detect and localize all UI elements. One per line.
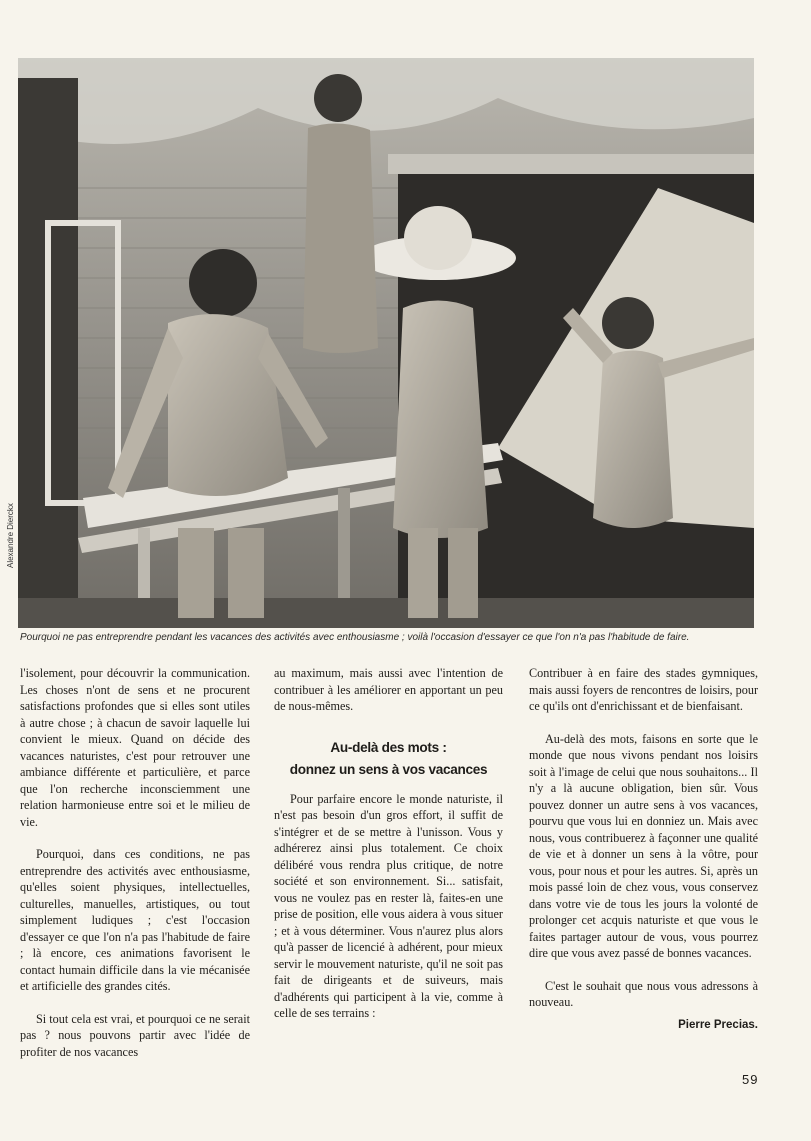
paragraph: au maximum, mais aussi avec l'intention de contribuer à les améliorer en apportant un peu de nous-mêmes.: [274, 666, 503, 713]
section-heading: [274, 737, 503, 781]
section-heading-line-2: donnez un sens à vos vacances: [289, 761, 488, 777]
photo-illustration: [18, 58, 754, 628]
section-heading-line-1: Au-delà des mots :: [330, 739, 447, 755]
photo-credit: Alexandre Dierckx: [6, 503, 15, 568]
article-photo: [18, 58, 754, 628]
author-signature: Pierre Precias.: [678, 1018, 758, 1031]
paragraph: C'est le souhait que nous vous adressons à nouveau.: [529, 978, 758, 1009]
paragraph: Contribuer à en faire des stades gymniques, mais aussi foyers de rencontres de loisirs, pour ce qu'ils ont d'enrichissant et de bienfaisant.: [529, 666, 758, 713]
paragraph: Pour parfaire encore le monde naturiste, il n'est pas besoin d'un gros effort, il suffit de s'intégrer et de se mettre à l'unisson. Vous y adhérerez ainsi plus totalement. Ce choix délibéré vous rendra plus critique, de notre société et son environnement. Si... satisfait, vous ne voulez pas en rester là, faites-en une prise de position, elle vous aidera à vous situer ; et à vous déterminer. Vous n'aurez plus alors qu'à passer de licencié à adhérent, pour mieux servir le mouvement naturiste, qu'il ne soit pas fait de dirigeants et de suiveurs, mais d'adhérents qui participent à la vie, comme à celle de ses terrains :: [274, 791, 503, 1020]
article-column-2: [274, 665, 503, 1038]
paragraph: Pourquoi, dans ces conditions, ne pas entreprendre des activités avec enthousiasme, qu'elles soient physiques, intellectuelles, culturelles, manuelles, artistiques, ou tout simplement ludiques ; c'est l'occasion d'essayer ce que l'on n'a pas l'habitude de faire ; là encore, ces animations favorisent le contact humain difficile dans la vie mécanisée et artificielle des grandes cités.: [20, 847, 250, 993]
paragraph: Au-delà des mots, faisons en sorte que le monde que nous vivons pendant nos loisirs soit à l'image de celui que nous souhaitons... Il n'y a là aucune obligation, bien sûr. Vous pouvez donner un autre sens à vos vacances, pourvu que vous lui en donniez un. Mais avec nous, vous contribuerez à façonner une qualité de vie et à donner un sens à la vôtre, pour vous, pour nous et pour les autres. Si, après un mois passé loin de chez vous, vous conservez dans votre vie de tous les jours la volonté de prolonger cet acquis naturiste et que vous le faites partager autour de vous, vous pourrez dire que vous avez passé de bonnes vacances.: [529, 731, 758, 960]
paragraph: l'isolement, pour découvrir la communication. Les choses n'ont de sens et ne procurent satisfactions profondes que si elles sont utiles à autre chose ; à chacun de savoir laquelle lui convient le mieux. Quand on décide des vacances naturistes, c'est pour retrouver une ambiance différente et particulière, et parce que l'on recherche inconsciemment une relation harmonieuse entre soi et le milieu de vie.: [20, 666, 250, 829]
article-column-3: [529, 665, 758, 1033]
article-column-1: [20, 665, 250, 1076]
page-number: 59: [742, 1072, 759, 1087]
photo-caption: Pourquoi ne pas entreprendre pendant les vacances des activités avec enthousiasme ; voilà l'occasion d'essayer ce que l'on n'a pas l'habitude de faire.: [20, 632, 690, 643]
paragraph: Si tout cela est vrai, et pourquoi ce ne serait pas ? nous pouvons partir avec l'idée de profiter de nos vacances: [20, 1011, 250, 1059]
